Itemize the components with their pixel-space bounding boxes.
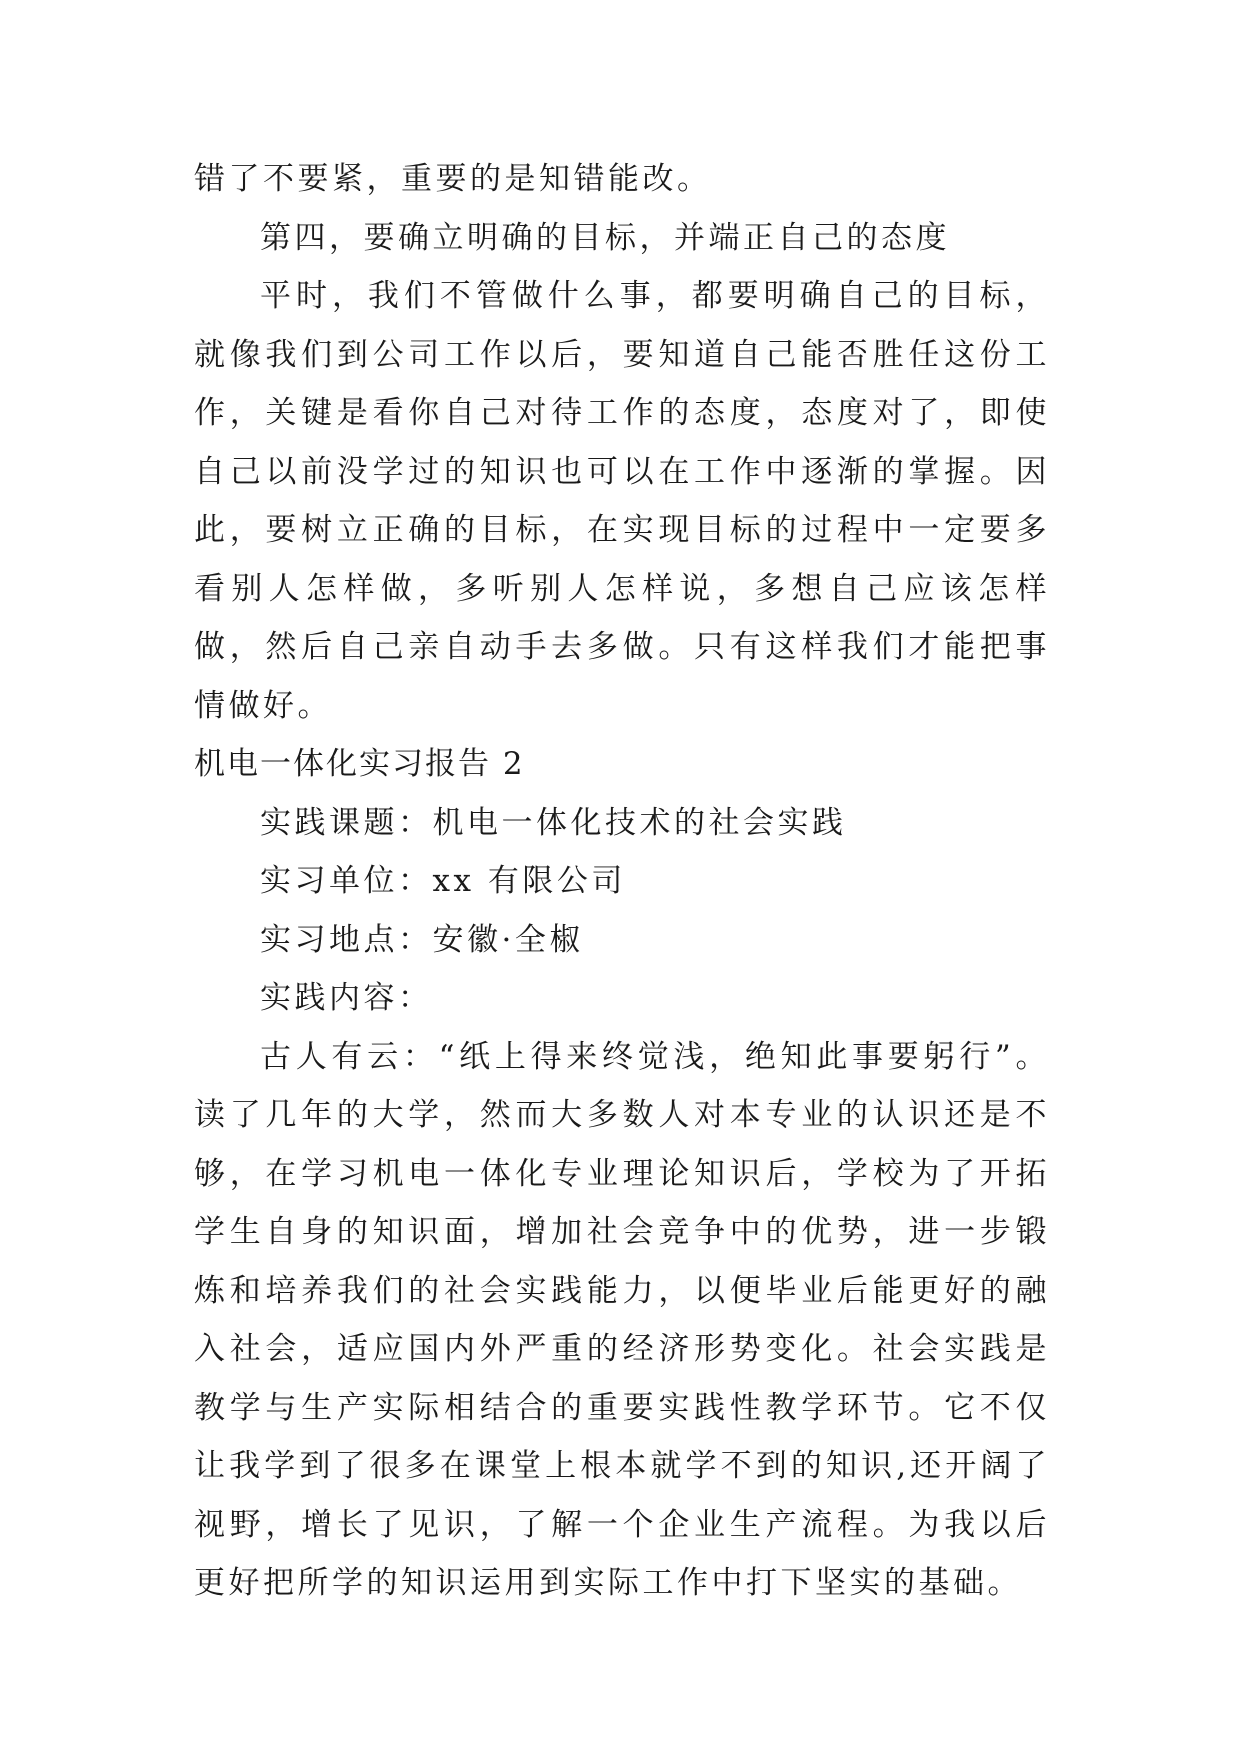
paragraph-body: 古人有云：“纸上得来终觉浅，绝知此事要躬行”。 读了几年的大学，然而大多数人对本专业的认识还是不够，在学习机电一体化专业理论知识后，学校为了开拓学生自身的知识面，增加社会竞争中的优势，进一步锻炼和培养我们的社会实践能力，以便毕业后能更好的融入社会，适应国内外严重的经济形势变化。社会实践是教学与生产实际相结合的重要实践性教学环节。它不仅让我学到了很多在课堂上根本就学不到的知识,还开阔了视野，增长了见识，了解一个企业生产流程。为我以后更好把所学的知识运用到实际工作中打下坚实的基础。: [194, 1038, 1050, 1601]
field-internship-location: 实习地点：安徽·全椒: [260, 921, 584, 958]
paragraph-point-four: 第四，要确立明确的目标，并端正自己的态度: [260, 219, 950, 256]
field-practice-topic: 实践课题：机电一体化技术的社会实践: [260, 804, 847, 841]
paragraph-goal-attitude: 平时，我们不管做什么事，都要明确自己的目标，就像我们到公司工作以后，要知道自己能否胜任这份工作，关键是看你自己对待工作的态度，态度对了，即使自己以前没学过的知识也可以在工作中逐渐的掌握。因此，要树立正确的目标，在实现目标的过程中一定要多看别人怎样做，多听别人怎样说，多想自己应该怎样做，然后自己亲自动手去多做。只有这样我们才能把事情做好。: [194, 278, 1050, 724]
field-practice-content: 实践内容：: [260, 980, 433, 1016]
paragraph-continuation: 错了不要紧，重要的是知错能改。: [194, 161, 712, 197]
document-page: [194, 150, 1050, 1613]
field-internship-unit: 实习单位：xx 有限公司: [260, 863, 626, 899]
section-title: 机电一体化实习报告 2: [194, 746, 525, 782]
